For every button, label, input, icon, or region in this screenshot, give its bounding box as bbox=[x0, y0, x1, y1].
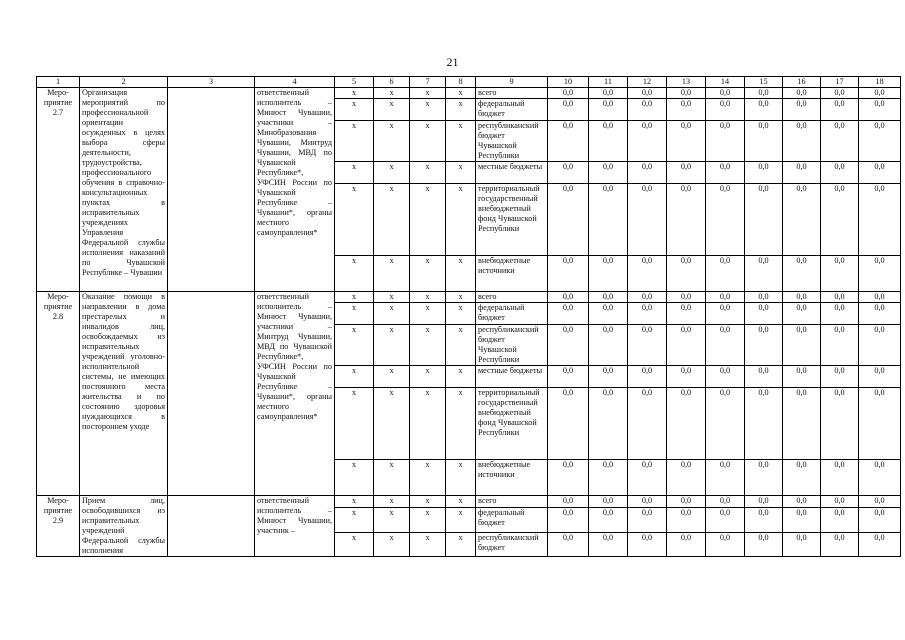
funding-value: 0,0 bbox=[859, 325, 901, 366]
funding-value: 0,0 bbox=[589, 366, 628, 388]
funding-value: 0,0 bbox=[783, 292, 821, 303]
column-header: 2 bbox=[80, 77, 168, 88]
funding-source: всего bbox=[476, 88, 548, 99]
funding-value: 0,0 bbox=[667, 532, 706, 556]
funding-source: федеральный бюджет bbox=[476, 303, 548, 325]
funding-value: 0,0 bbox=[745, 88, 783, 99]
funding-value: 0,0 bbox=[589, 88, 628, 99]
column-header: 14 bbox=[706, 77, 745, 88]
x-mark: x bbox=[335, 88, 374, 99]
funding-value: 0,0 bbox=[628, 292, 667, 303]
funding-value: 0,0 bbox=[667, 366, 706, 388]
funding-value: 0,0 bbox=[783, 88, 821, 99]
column-header: 5 bbox=[335, 77, 374, 88]
funding-value: 0,0 bbox=[548, 460, 589, 496]
funding-value: 0,0 bbox=[706, 256, 745, 292]
x-mark: x bbox=[446, 162, 476, 184]
funding-value: 0,0 bbox=[821, 292, 859, 303]
funding-value: 0,0 bbox=[783, 508, 821, 532]
funding-value: 0,0 bbox=[821, 496, 859, 508]
funding-value: 0,0 bbox=[706, 325, 745, 366]
x-mark: x bbox=[374, 325, 410, 366]
funding-value: 0,0 bbox=[821, 532, 859, 556]
x-mark: x bbox=[374, 388, 410, 460]
funding-value: 0,0 bbox=[628, 162, 667, 184]
funding-value: 0,0 bbox=[821, 325, 859, 366]
funding-value: 0,0 bbox=[821, 121, 859, 162]
funding-value: 0,0 bbox=[783, 256, 821, 292]
funding-source: местные бюджеты bbox=[476, 162, 548, 184]
column-header: 8 bbox=[446, 77, 476, 88]
x-mark: x bbox=[374, 496, 410, 508]
x-mark: x bbox=[410, 388, 446, 460]
x-mark: x bbox=[446, 303, 476, 325]
column-header: 16 bbox=[783, 77, 821, 88]
funding-value: 0,0 bbox=[667, 162, 706, 184]
funding-source: республиканский бюджет Чувашской Республики bbox=[476, 121, 548, 162]
column-header: 18 bbox=[859, 77, 901, 88]
funding-source: внебюджетные источники bbox=[476, 256, 548, 292]
funding-value: 0,0 bbox=[548, 303, 589, 325]
x-mark: x bbox=[374, 184, 410, 256]
funding-value: 0,0 bbox=[859, 508, 901, 532]
funding-value: 0,0 bbox=[859, 162, 901, 184]
funding-value: 0,0 bbox=[628, 184, 667, 256]
x-mark: x bbox=[374, 303, 410, 325]
funding-value: 0,0 bbox=[706, 508, 745, 532]
measure-name: Организация мероприятий по профессиональной ориентации осужденных в целях выбора сферы деятельности, трудоустройства, профессионального обучения в справочно-консультационных пунктах в исправительных учреждениях Управления Федеральной службы исполнения наказаний по Чувашской Республике – Чувашии bbox=[80, 88, 168, 292]
x-mark: x bbox=[374, 256, 410, 292]
funding-value: 0,0 bbox=[859, 366, 901, 388]
funding-value: 0,0 bbox=[628, 460, 667, 496]
funding-value: 0,0 bbox=[667, 292, 706, 303]
column-header: 15 bbox=[745, 77, 783, 88]
measure-code: Меро-приятие 2.7 bbox=[37, 88, 80, 292]
funding-value: 0,0 bbox=[667, 184, 706, 256]
x-mark: x bbox=[410, 508, 446, 532]
funding-source: федеральный бюджет bbox=[476, 508, 548, 532]
funding-value: 0,0 bbox=[859, 99, 901, 121]
funding-source: всего bbox=[476, 496, 548, 508]
funding-value: 0,0 bbox=[821, 460, 859, 496]
column-header: 10 bbox=[548, 77, 589, 88]
funding-value: 0,0 bbox=[548, 99, 589, 121]
x-mark: x bbox=[410, 99, 446, 121]
x-mark: x bbox=[446, 99, 476, 121]
funding-value: 0,0 bbox=[589, 162, 628, 184]
funding-value: 0,0 bbox=[745, 388, 783, 460]
x-mark: x bbox=[410, 460, 446, 496]
funding-value: 0,0 bbox=[783, 388, 821, 460]
funding-value: 0,0 bbox=[745, 256, 783, 292]
funding-source: всего bbox=[476, 292, 548, 303]
funding-value: 0,0 bbox=[745, 184, 783, 256]
funding-value: 0,0 bbox=[667, 508, 706, 532]
funding-value: 0,0 bbox=[783, 496, 821, 508]
funding-source: территориальный государственный внебюджетный фонд Чувашской Республики bbox=[476, 184, 548, 256]
funding-value: 0,0 bbox=[706, 532, 745, 556]
funding-value: 0,0 bbox=[628, 88, 667, 99]
measure-executor: ответственный исполнитель – Минюст Чувашии, участники – Минобразования Чувашии, Минтруд Чувашии, МВД по Чувашской Республике*, УФСИН России по Чувашской Республике – Чувашии*, органы местного самоуправления* bbox=[255, 88, 335, 292]
funding-value: 0,0 bbox=[821, 162, 859, 184]
funding-value: 0,0 bbox=[859, 256, 901, 292]
funding-value: 0,0 bbox=[783, 532, 821, 556]
empty-cell bbox=[168, 292, 255, 496]
funding-value: 0,0 bbox=[783, 99, 821, 121]
funding-value: 0,0 bbox=[667, 303, 706, 325]
funding-value: 0,0 bbox=[667, 388, 706, 460]
x-mark: x bbox=[410, 496, 446, 508]
funding-value: 0,0 bbox=[548, 496, 589, 508]
measure-name: Прием лиц, освободившихся из исправительных учреждений Федеральной службы исполнения bbox=[80, 496, 168, 557]
funding-value: 0,0 bbox=[548, 388, 589, 460]
measure-code: Меро-приятие 2.9 bbox=[37, 496, 80, 557]
funding-value: 0,0 bbox=[548, 508, 589, 532]
x-mark: x bbox=[335, 256, 374, 292]
x-mark: x bbox=[446, 366, 476, 388]
measure-executor: ответственный исполнитель – Минюст Чувашии, участники – Минтруд Чувашии, МВД по Чувашской Республике*, УФСИН России по Чувашской Республике – Чувашии*, органы местного самоуправления* bbox=[255, 292, 335, 496]
funding-value: 0,0 bbox=[821, 388, 859, 460]
funding-value: 0,0 bbox=[628, 325, 667, 366]
x-mark: x bbox=[374, 292, 410, 303]
funding-value: 0,0 bbox=[745, 99, 783, 121]
funding-value: 0,0 bbox=[706, 496, 745, 508]
funding-value: 0,0 bbox=[859, 496, 901, 508]
funding-value: 0,0 bbox=[667, 121, 706, 162]
funding-value: 0,0 bbox=[706, 388, 745, 460]
funding-source: территориальный государственный внебюджетный фонд Чувашской Республики bbox=[476, 388, 548, 460]
funding-value: 0,0 bbox=[745, 292, 783, 303]
x-mark: x bbox=[446, 460, 476, 496]
x-mark: x bbox=[335, 303, 374, 325]
page-number: 21 bbox=[446, 55, 459, 69]
funding-value: 0,0 bbox=[783, 121, 821, 162]
x-mark: x bbox=[410, 256, 446, 292]
measure-executor: ответственный исполнитель – Минюст Чувашии, участник – bbox=[255, 496, 335, 557]
x-mark: x bbox=[410, 366, 446, 388]
measure-name: Оказание помощи в направлении в дома престарелых и инвалидов лиц, освобождаемых из исправительных учреждений уголовно-исполнительной системы, не имеющих постоянного места жительства и по состоянию здоровья нуждающихся в постороннем уходе bbox=[80, 292, 168, 496]
x-mark: x bbox=[335, 496, 374, 508]
funding-value: 0,0 bbox=[628, 508, 667, 532]
funding-value: 0,0 bbox=[667, 460, 706, 496]
funding-value: 0,0 bbox=[706, 366, 745, 388]
x-mark: x bbox=[446, 88, 476, 99]
funding-value: 0,0 bbox=[821, 508, 859, 532]
funding-value: 0,0 bbox=[589, 121, 628, 162]
funding-value: 0,0 bbox=[706, 121, 745, 162]
funding-value: 0,0 bbox=[548, 88, 589, 99]
funding-value: 0,0 bbox=[548, 256, 589, 292]
budget-table bbox=[36, 76, 901, 557]
x-mark: x bbox=[374, 366, 410, 388]
funding-value: 0,0 bbox=[589, 532, 628, 556]
funding-value: 0,0 bbox=[706, 184, 745, 256]
table-row bbox=[37, 292, 901, 303]
funding-value: 0,0 bbox=[589, 496, 628, 508]
column-header: 7 bbox=[410, 77, 446, 88]
funding-value: 0,0 bbox=[548, 162, 589, 184]
funding-value: 0,0 bbox=[628, 366, 667, 388]
funding-value: 0,0 bbox=[548, 292, 589, 303]
funding-value: 0,0 bbox=[667, 325, 706, 366]
column-header: 3 bbox=[168, 77, 255, 88]
x-mark: x bbox=[335, 292, 374, 303]
x-mark: x bbox=[335, 162, 374, 184]
funding-value: 0,0 bbox=[548, 325, 589, 366]
x-mark: x bbox=[335, 508, 374, 532]
funding-value: 0,0 bbox=[589, 256, 628, 292]
funding-value: 0,0 bbox=[667, 99, 706, 121]
funding-source: местные бюджеты bbox=[476, 366, 548, 388]
column-header: 17 bbox=[821, 77, 859, 88]
funding-source: республиканский бюджет bbox=[476, 532, 548, 556]
x-mark: x bbox=[374, 99, 410, 121]
x-mark: x bbox=[335, 99, 374, 121]
funding-value: 0,0 bbox=[667, 256, 706, 292]
column-header: 1 bbox=[37, 77, 80, 88]
funding-value: 0,0 bbox=[821, 99, 859, 121]
funding-value: 0,0 bbox=[783, 162, 821, 184]
funding-value: 0,0 bbox=[706, 88, 745, 99]
funding-value: 0,0 bbox=[589, 292, 628, 303]
funding-value: 0,0 bbox=[783, 325, 821, 366]
empty-cell bbox=[168, 496, 255, 557]
funding-source: федеральный бюджет bbox=[476, 99, 548, 121]
x-mark: x bbox=[410, 325, 446, 366]
funding-value: 0,0 bbox=[859, 532, 901, 556]
header-row bbox=[37, 77, 901, 88]
x-mark: x bbox=[374, 508, 410, 532]
table-row bbox=[37, 496, 901, 508]
funding-value: 0,0 bbox=[628, 388, 667, 460]
x-mark: x bbox=[446, 532, 476, 556]
funding-value: 0,0 bbox=[589, 184, 628, 256]
funding-value: 0,0 bbox=[667, 496, 706, 508]
funding-value: 0,0 bbox=[548, 184, 589, 256]
funding-value: 0,0 bbox=[821, 303, 859, 325]
funding-value: 0,0 bbox=[745, 303, 783, 325]
funding-value: 0,0 bbox=[628, 99, 667, 121]
funding-value: 0,0 bbox=[589, 460, 628, 496]
funding-value: 0,0 bbox=[821, 184, 859, 256]
column-header: 4 bbox=[255, 77, 335, 88]
x-mark: x bbox=[446, 292, 476, 303]
funding-value: 0,0 bbox=[859, 292, 901, 303]
funding-value: 0,0 bbox=[589, 325, 628, 366]
x-mark: x bbox=[374, 88, 410, 99]
x-mark: x bbox=[410, 292, 446, 303]
empty-cell bbox=[168, 88, 255, 292]
funding-value: 0,0 bbox=[859, 303, 901, 325]
x-mark: x bbox=[410, 121, 446, 162]
x-mark: x bbox=[374, 162, 410, 184]
x-mark: x bbox=[446, 508, 476, 532]
funding-value: 0,0 bbox=[628, 496, 667, 508]
x-mark: x bbox=[374, 532, 410, 556]
x-mark: x bbox=[410, 532, 446, 556]
funding-value: 0,0 bbox=[821, 88, 859, 99]
x-mark: x bbox=[335, 366, 374, 388]
column-header: 13 bbox=[667, 77, 706, 88]
measure-code: Меро-приятие 2.8 bbox=[37, 292, 80, 496]
funding-value: 0,0 bbox=[859, 184, 901, 256]
table-row bbox=[37, 88, 901, 99]
funding-value: 0,0 bbox=[821, 256, 859, 292]
x-mark: x bbox=[374, 121, 410, 162]
x-mark: x bbox=[410, 303, 446, 325]
funding-value: 0,0 bbox=[859, 88, 901, 99]
x-mark: x bbox=[410, 162, 446, 184]
funding-value: 0,0 bbox=[628, 532, 667, 556]
x-mark: x bbox=[410, 184, 446, 256]
x-mark: x bbox=[446, 388, 476, 460]
funding-value: 0,0 bbox=[859, 121, 901, 162]
funding-value: 0,0 bbox=[589, 99, 628, 121]
column-header: 12 bbox=[628, 77, 667, 88]
funding-value: 0,0 bbox=[589, 303, 628, 325]
funding-value: 0,0 bbox=[548, 532, 589, 556]
funding-value: 0,0 bbox=[745, 162, 783, 184]
x-mark: x bbox=[335, 121, 374, 162]
funding-value: 0,0 bbox=[859, 388, 901, 460]
x-mark: x bbox=[335, 532, 374, 556]
funding-value: 0,0 bbox=[706, 460, 745, 496]
x-mark: x bbox=[374, 460, 410, 496]
funding-value: 0,0 bbox=[745, 366, 783, 388]
x-mark: x bbox=[446, 256, 476, 292]
x-mark: x bbox=[335, 184, 374, 256]
funding-value: 0,0 bbox=[706, 162, 745, 184]
funding-source: внебюджетные источники bbox=[476, 460, 548, 496]
funding-value: 0,0 bbox=[628, 121, 667, 162]
funding-value: 0,0 bbox=[548, 121, 589, 162]
x-mark: x bbox=[410, 88, 446, 99]
x-mark: x bbox=[446, 496, 476, 508]
funding-value: 0,0 bbox=[783, 366, 821, 388]
column-header: 6 bbox=[374, 77, 410, 88]
funding-value: 0,0 bbox=[745, 508, 783, 532]
funding-value: 0,0 bbox=[783, 303, 821, 325]
funding-value: 0,0 bbox=[745, 460, 783, 496]
funding-value: 0,0 bbox=[667, 88, 706, 99]
funding-source: республиканский бюджет Чувашской Республики bbox=[476, 325, 548, 366]
x-mark: x bbox=[446, 325, 476, 366]
x-mark: x bbox=[335, 388, 374, 460]
funding-value: 0,0 bbox=[783, 460, 821, 496]
x-mark: x bbox=[335, 325, 374, 366]
column-header: 9 bbox=[476, 77, 548, 88]
x-mark: x bbox=[446, 121, 476, 162]
x-mark: x bbox=[335, 460, 374, 496]
funding-value: 0,0 bbox=[745, 532, 783, 556]
funding-value: 0,0 bbox=[745, 325, 783, 366]
funding-value: 0,0 bbox=[706, 292, 745, 303]
funding-value: 0,0 bbox=[628, 303, 667, 325]
funding-value: 0,0 bbox=[706, 303, 745, 325]
funding-value: 0,0 bbox=[706, 99, 745, 121]
funding-value: 0,0 bbox=[589, 388, 628, 460]
funding-value: 0,0 bbox=[628, 256, 667, 292]
funding-value: 0,0 bbox=[783, 184, 821, 256]
x-mark: x bbox=[446, 184, 476, 256]
funding-value: 0,0 bbox=[745, 496, 783, 508]
funding-value: 0,0 bbox=[548, 366, 589, 388]
funding-value: 0,0 bbox=[745, 121, 783, 162]
funding-value: 0,0 bbox=[589, 508, 628, 532]
funding-value: 0,0 bbox=[821, 366, 859, 388]
column-header: 11 bbox=[589, 77, 628, 88]
funding-value: 0,0 bbox=[859, 460, 901, 496]
